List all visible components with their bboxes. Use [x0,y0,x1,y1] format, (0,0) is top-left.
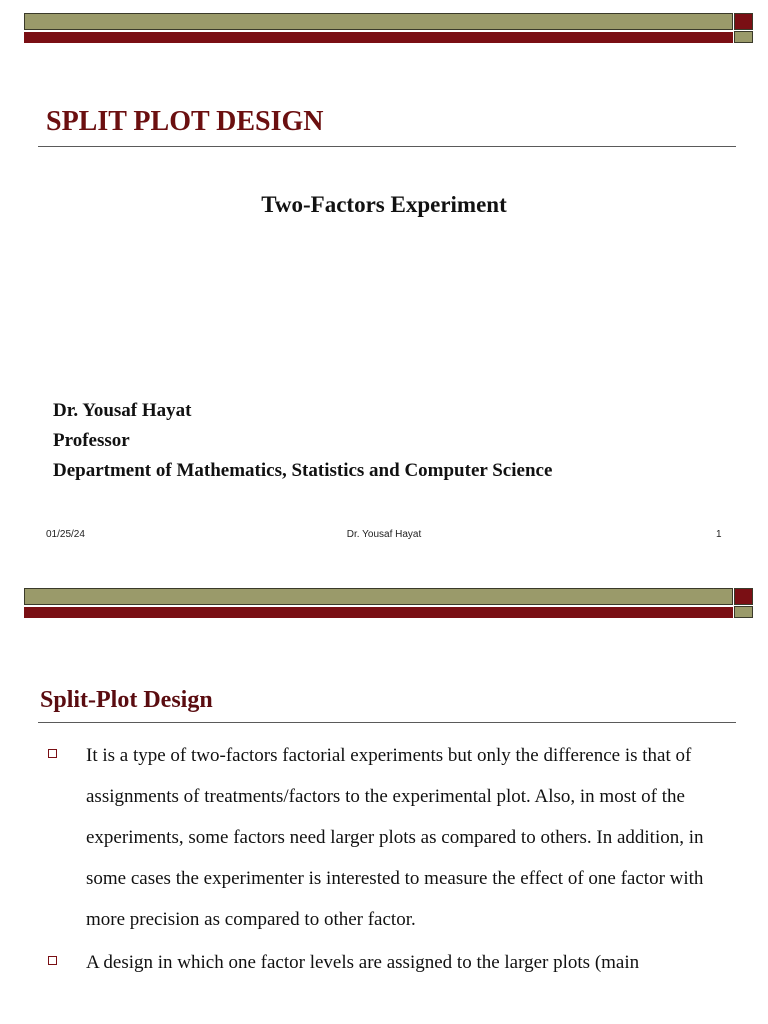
header-square-olive [734,31,753,43]
square-bullet-icon [48,749,57,758]
title-rule [38,146,736,147]
author-position: Professor [53,430,130,451]
title-rule [38,722,736,723]
author-block [53,396,552,486]
list-item [46,942,736,983]
bullet-text: It is a type of two-factors factorial experiments but only the difference is that of assignments of treatments/factors to the experimental plot. Also, in most of the experiments, some factors need larger plots as compared to others. In addition, in some cases the experimenter is interested to measure the effect of one factor with more precision as compared to other factor. [86,745,704,930]
author-department: Department of Mathematics, Statistics and Computer Science [53,460,553,481]
header-bar-maroon [24,607,733,618]
square-bullet-icon [48,956,57,965]
header-bar-maroon [24,32,733,43]
author-name: Dr. Yousaf Hayat [53,400,192,421]
slide-title: SPLIT PLOT DESIGN [46,106,324,137]
header-square-maroon [734,13,753,30]
list-item [46,735,736,940]
slide-subtitle: Two-Factors Experiment [261,192,507,217]
slide-2 [0,575,768,1024]
header-square-maroon [734,588,753,605]
footer-page-number: 1 [716,529,722,540]
header-bar-olive [24,13,733,30]
footer-author: Dr. Yousaf Hayat [346,529,422,540]
slide-title: Split-Plot Design [40,687,213,713]
bullet-list [46,735,736,985]
header-square-olive [734,606,753,618]
bullet-text: A design in which one factor levels are assigned to the larger plots (main [86,952,640,973]
header-bar-olive [24,588,733,605]
footer-date: 01/25/24 [46,529,85,540]
